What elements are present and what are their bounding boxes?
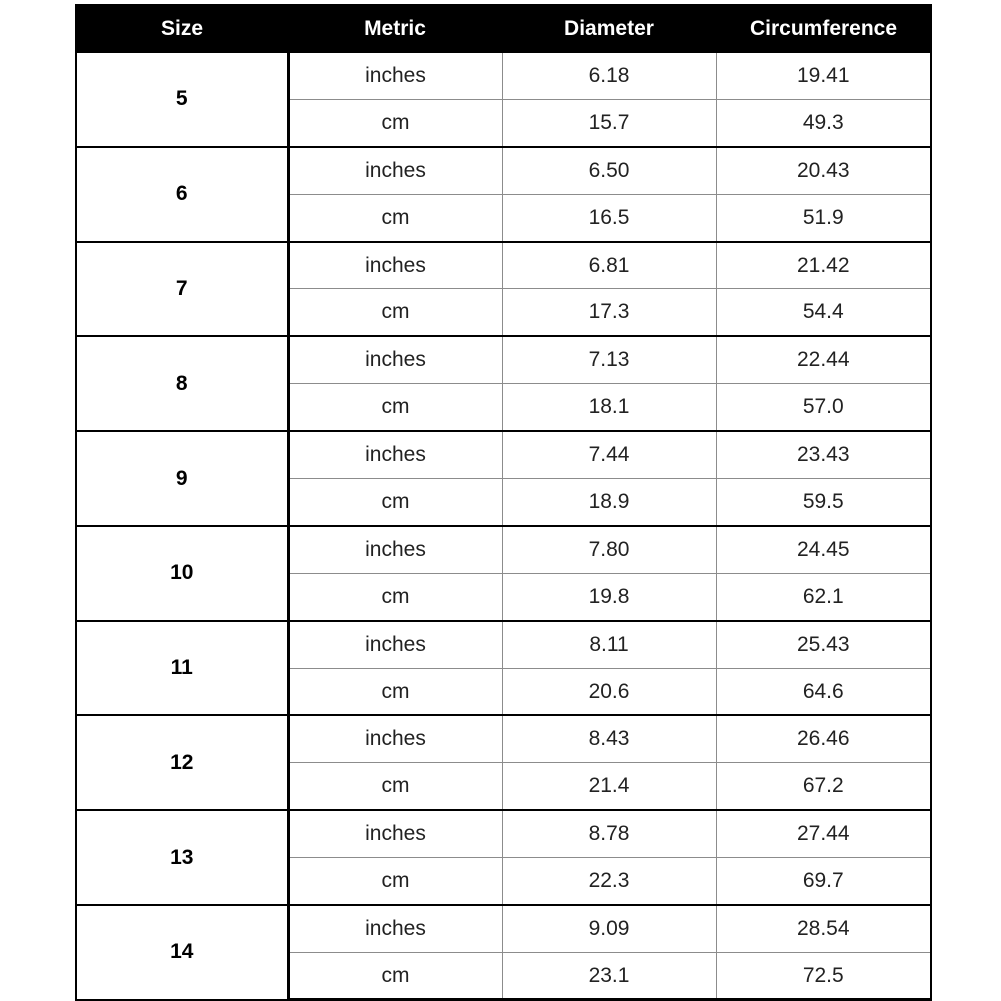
metric-cell: cm [288,763,502,810]
table-row [76,52,931,99]
header-diameter: Diameter [502,5,716,52]
circumference-cell: 49.3 [716,99,931,146]
table-row [76,431,931,478]
size-cell: 10 [76,526,288,621]
size-cell: 11 [76,621,288,716]
metric-cell: cm [288,384,502,431]
header-metric: Metric [288,5,502,52]
circumference-cell: 72.5 [716,952,931,999]
diameter-cell: 23.1 [502,952,716,999]
circumference-cell: 54.4 [716,289,931,336]
metric-cell: inches [288,810,502,857]
circumference-cell: 19.41 [716,52,931,99]
table-row [76,715,931,762]
metric-cell: inches [288,905,502,952]
circumference-cell: 25.43 [716,621,931,668]
diameter-cell: 15.7 [502,99,716,146]
diameter-cell: 17.3 [502,289,716,336]
table-row [76,905,931,952]
circumference-cell: 69.7 [716,858,931,905]
diameter-cell: 18.1 [502,384,716,431]
table-row [76,336,931,383]
table-row [76,621,931,668]
size-cell: 14 [76,905,288,1000]
metric-cell: inches [288,52,502,99]
table-row [76,242,931,289]
circumference-cell: 59.5 [716,479,931,526]
table-row [76,147,931,194]
metric-cell: inches [288,242,502,289]
diameter-cell: 8.11 [502,621,716,668]
circumference-cell: 23.43 [716,431,931,478]
metric-cell: inches [288,336,502,383]
size-cell: 12 [76,715,288,810]
diameter-cell: 7.80 [502,526,716,573]
circumference-cell: 27.44 [716,810,931,857]
diameter-cell: 18.9 [502,479,716,526]
diameter-cell: 20.6 [502,668,716,715]
size-cell: 6 [76,147,288,242]
metric-cell: cm [288,858,502,905]
diameter-cell: 8.78 [502,810,716,857]
diameter-cell: 16.5 [502,194,716,241]
size-chart-table [75,4,932,1001]
size-cell: 7 [76,242,288,337]
circumference-cell: 24.45 [716,526,931,573]
diameter-cell: 7.44 [502,431,716,478]
metric-cell: cm [288,479,502,526]
diameter-cell: 6.18 [502,52,716,99]
metric-cell: inches [288,621,502,668]
diameter-cell: 6.50 [502,147,716,194]
size-cell: 8 [76,336,288,431]
diameter-cell: 9.09 [502,905,716,952]
header-row [76,5,931,52]
diameter-cell: 21.4 [502,763,716,810]
circumference-cell: 20.43 [716,147,931,194]
circumference-cell: 21.42 [716,242,931,289]
metric-cell: inches [288,715,502,762]
circumference-cell: 62.1 [716,573,931,620]
size-cell: 5 [76,52,288,147]
metric-cell: cm [288,194,502,241]
metric-cell: cm [288,289,502,336]
header-circumference: Circumference [716,5,931,52]
circumference-cell: 51.9 [716,194,931,241]
metric-cell: cm [288,952,502,999]
diameter-cell: 8.43 [502,715,716,762]
diameter-cell: 22.3 [502,858,716,905]
circumference-cell: 57.0 [716,384,931,431]
circumference-cell: 67.2 [716,763,931,810]
diameter-cell: 19.8 [502,573,716,620]
metric-cell: cm [288,99,502,146]
header-size: Size [76,5,288,52]
table-row [76,526,931,573]
circumference-cell: 28.54 [716,905,931,952]
metric-cell: inches [288,526,502,573]
size-cell: 9 [76,431,288,526]
circumference-cell: 26.46 [716,715,931,762]
circumference-cell: 64.6 [716,668,931,715]
metric-cell: inches [288,431,502,478]
metric-cell: cm [288,573,502,620]
table-header [76,5,931,52]
diameter-cell: 7.13 [502,336,716,383]
metric-cell: inches [288,147,502,194]
diameter-cell: 6.81 [502,242,716,289]
table-row [76,810,931,857]
table-body [76,52,931,1000]
size-cell: 13 [76,810,288,905]
circumference-cell: 22.44 [716,336,931,383]
metric-cell: cm [288,668,502,715]
